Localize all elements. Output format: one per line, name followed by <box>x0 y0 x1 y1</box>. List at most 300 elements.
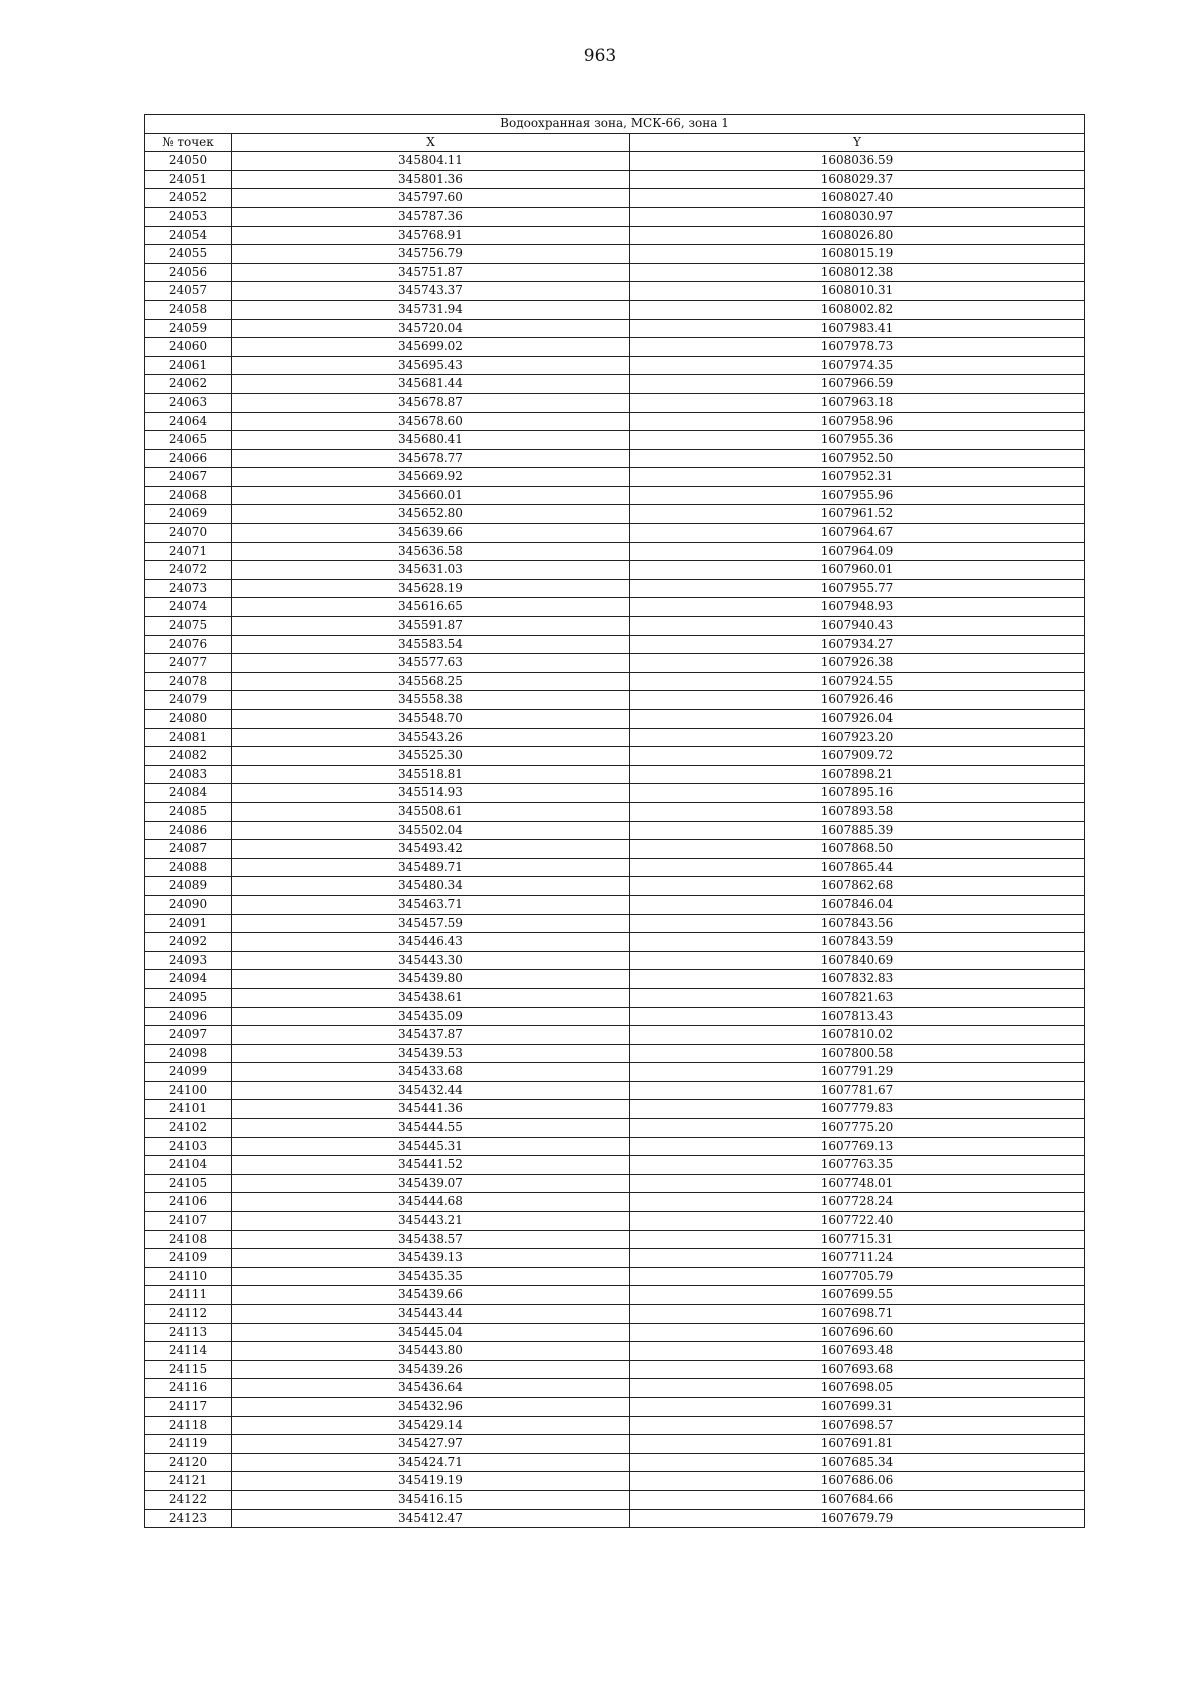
y-coordinate-cell: 1607961.52 <box>630 505 1085 524</box>
y-coordinate-cell: 1607955.96 <box>630 486 1085 505</box>
y-coordinate-cell: 1607711.24 <box>630 1249 1085 1268</box>
point-number-cell: 24070 <box>145 524 232 543</box>
point-number-cell: 24086 <box>145 821 232 840</box>
x-coordinate-cell: 345577.63 <box>232 654 630 673</box>
column-header-x: X <box>232 133 630 152</box>
point-number-cell: 24122 <box>145 1490 232 1509</box>
x-coordinate-cell: 345446.43 <box>232 933 630 952</box>
y-coordinate-cell: 1607813.43 <box>630 1007 1085 1026</box>
point-number-cell: 24087 <box>145 840 232 859</box>
y-coordinate-cell: 1608030.97 <box>630 207 1085 226</box>
column-header-point-number: № точек <box>145 133 232 152</box>
x-coordinate-cell: 345445.31 <box>232 1137 630 1156</box>
y-coordinate-cell: 1607940.43 <box>630 617 1085 636</box>
point-number-cell: 24076 <box>145 635 232 654</box>
table-row <box>145 542 1085 561</box>
x-coordinate-cell: 345681.44 <box>232 375 630 394</box>
y-coordinate-cell: 1607966.59 <box>630 375 1085 394</box>
table-header-row <box>145 133 1085 152</box>
x-coordinate-cell: 345489.71 <box>232 858 630 877</box>
point-number-cell: 24089 <box>145 877 232 896</box>
y-coordinate-cell: 1607846.04 <box>630 895 1085 914</box>
page-number: 963 <box>583 46 617 66</box>
point-number-cell: 24078 <box>145 672 232 691</box>
x-coordinate-cell: 345444.68 <box>232 1193 630 1212</box>
x-coordinate-cell: 345439.13 <box>232 1249 630 1268</box>
point-number-cell: 24051 <box>145 170 232 189</box>
table-row <box>145 1435 1085 1454</box>
x-coordinate-cell: 345669.92 <box>232 468 630 487</box>
point-number-cell: 24108 <box>145 1230 232 1249</box>
table-row <box>145 635 1085 654</box>
x-coordinate-cell: 345568.25 <box>232 672 630 691</box>
x-coordinate-cell: 345797.60 <box>232 189 630 208</box>
point-number-cell: 24060 <box>145 338 232 357</box>
y-coordinate-cell: 1607832.83 <box>630 970 1085 989</box>
table-row <box>145 1249 1085 1268</box>
y-coordinate-cell: 1607926.46 <box>630 691 1085 710</box>
point-number-cell: 24055 <box>145 245 232 264</box>
y-coordinate-cell: 1607699.55 <box>630 1286 1085 1305</box>
table-row <box>145 747 1085 766</box>
table-row <box>145 914 1085 933</box>
table-row <box>145 840 1085 859</box>
x-coordinate-cell: 345436.64 <box>232 1379 630 1398</box>
point-number-cell: 24094 <box>145 970 232 989</box>
point-number-cell: 24119 <box>145 1435 232 1454</box>
table-row <box>145 784 1085 803</box>
x-coordinate-cell: 345441.36 <box>232 1100 630 1119</box>
x-coordinate-cell: 345438.61 <box>232 988 630 1007</box>
table-row <box>145 1119 1085 1138</box>
table-row <box>145 691 1085 710</box>
y-coordinate-cell: 1607685.34 <box>630 1453 1085 1472</box>
x-coordinate-cell: 345438.57 <box>232 1230 630 1249</box>
point-number-cell: 24072 <box>145 561 232 580</box>
y-coordinate-cell: 1607934.27 <box>630 635 1085 654</box>
table-row <box>145 858 1085 877</box>
x-coordinate-cell: 345583.54 <box>232 635 630 654</box>
point-number-cell: 24084 <box>145 784 232 803</box>
table-row <box>145 951 1085 970</box>
table-row <box>145 486 1085 505</box>
x-coordinate-cell: 345439.53 <box>232 1044 630 1063</box>
x-coordinate-cell: 345514.93 <box>232 784 630 803</box>
y-coordinate-cell: 1607810.02 <box>630 1026 1085 1045</box>
x-coordinate-cell: 345652.80 <box>232 505 630 524</box>
table-row <box>145 1286 1085 1305</box>
x-coordinate-cell: 345720.04 <box>232 319 630 338</box>
point-number-cell: 24058 <box>145 300 232 319</box>
x-coordinate-cell: 345432.96 <box>232 1397 630 1416</box>
table-row <box>145 988 1085 1007</box>
x-coordinate-cell: 345445.04 <box>232 1323 630 1342</box>
point-number-cell: 24053 <box>145 207 232 226</box>
x-coordinate-cell: 345804.11 <box>232 152 630 171</box>
table-row <box>145 1193 1085 1212</box>
point-number-cell: 24103 <box>145 1137 232 1156</box>
table-row <box>145 1137 1085 1156</box>
x-coordinate-cell: 345463.71 <box>232 895 630 914</box>
y-coordinate-cell: 1607821.63 <box>630 988 1085 1007</box>
table-row <box>145 1453 1085 1472</box>
point-number-cell: 24077 <box>145 654 232 673</box>
x-coordinate-cell: 345439.07 <box>232 1174 630 1193</box>
y-coordinate-cell: 1607963.18 <box>630 393 1085 412</box>
point-number-cell: 24050 <box>145 152 232 171</box>
x-coordinate-cell: 345756.79 <box>232 245 630 264</box>
table-row <box>145 579 1085 598</box>
x-coordinate-cell: 345768.91 <box>232 226 630 245</box>
table-row <box>145 1267 1085 1286</box>
point-number-cell: 24096 <box>145 1007 232 1026</box>
table-row <box>145 412 1085 431</box>
table-row <box>145 1416 1085 1435</box>
y-coordinate-cell: 1608027.40 <box>630 189 1085 208</box>
point-number-cell: 24080 <box>145 710 232 729</box>
x-coordinate-cell: 345743.37 <box>232 282 630 301</box>
point-number-cell: 24052 <box>145 189 232 208</box>
table-row <box>145 617 1085 636</box>
y-coordinate-cell: 1607775.20 <box>630 1119 1085 1138</box>
table-row <box>145 1063 1085 1082</box>
table-row <box>145 561 1085 580</box>
table-row <box>145 1044 1085 1063</box>
y-coordinate-cell: 1607763.35 <box>630 1156 1085 1175</box>
x-coordinate-cell: 345480.34 <box>232 877 630 896</box>
table-row <box>145 1360 1085 1379</box>
table-row <box>145 1379 1085 1398</box>
table-row <box>145 1156 1085 1175</box>
point-number-cell: 24118 <box>145 1416 232 1435</box>
x-coordinate-cell: 345412.47 <box>232 1509 630 1528</box>
y-coordinate-cell: 1607926.38 <box>630 654 1085 673</box>
x-coordinate-cell: 345751.87 <box>232 263 630 282</box>
y-coordinate-cell: 1607926.04 <box>630 710 1085 729</box>
y-coordinate-cell: 1608029.37 <box>630 170 1085 189</box>
table-row <box>145 1174 1085 1193</box>
y-coordinate-cell: 1607964.67 <box>630 524 1085 543</box>
table-row <box>145 1342 1085 1361</box>
point-number-cell: 24097 <box>145 1026 232 1045</box>
point-number-cell: 24057 <box>145 282 232 301</box>
point-number-cell: 24083 <box>145 765 232 784</box>
x-coordinate-cell: 345424.71 <box>232 1453 630 1472</box>
table-row <box>145 1007 1085 1026</box>
x-coordinate-cell: 345437.87 <box>232 1026 630 1045</box>
x-coordinate-cell: 345502.04 <box>232 821 630 840</box>
y-coordinate-cell: 1607978.73 <box>630 338 1085 357</box>
point-number-cell: 24056 <box>145 263 232 282</box>
x-coordinate-cell: 345518.81 <box>232 765 630 784</box>
point-number-cell: 24105 <box>145 1174 232 1193</box>
table-row <box>145 1397 1085 1416</box>
table-row <box>145 393 1085 412</box>
y-coordinate-cell: 1608012.38 <box>630 263 1085 282</box>
y-coordinate-cell: 1607698.05 <box>630 1379 1085 1398</box>
y-coordinate-cell: 1607699.31 <box>630 1397 1085 1416</box>
point-number-cell: 24099 <box>145 1063 232 1082</box>
y-coordinate-cell: 1607748.01 <box>630 1174 1085 1193</box>
table-row <box>145 1490 1085 1509</box>
point-number-cell: 24075 <box>145 617 232 636</box>
x-coordinate-cell: 345591.87 <box>232 617 630 636</box>
y-coordinate-cell: 1607952.50 <box>630 449 1085 468</box>
table-row <box>145 449 1085 468</box>
table-row <box>145 282 1085 301</box>
table-row <box>145 356 1085 375</box>
table-row <box>145 1100 1085 1119</box>
y-coordinate-cell: 1607698.57 <box>630 1416 1085 1435</box>
point-number-cell: 24063 <box>145 393 232 412</box>
table-row <box>145 1026 1085 1045</box>
point-number-cell: 24067 <box>145 468 232 487</box>
y-coordinate-cell: 1607686.06 <box>630 1472 1085 1491</box>
y-coordinate-cell: 1607693.48 <box>630 1342 1085 1361</box>
point-number-cell: 24102 <box>145 1119 232 1138</box>
x-coordinate-cell: 345699.02 <box>232 338 630 357</box>
y-coordinate-cell: 1607769.13 <box>630 1137 1085 1156</box>
x-coordinate-cell: 345525.30 <box>232 747 630 766</box>
point-number-cell: 24120 <box>145 1453 232 1472</box>
y-coordinate-cell: 1608036.59 <box>630 152 1085 171</box>
table-row <box>145 1323 1085 1342</box>
x-coordinate-cell: 345435.35 <box>232 1267 630 1286</box>
point-number-cell: 24093 <box>145 951 232 970</box>
table-row <box>145 226 1085 245</box>
x-coordinate-cell: 345427.97 <box>232 1435 630 1454</box>
table-row <box>145 821 1085 840</box>
y-coordinate-cell: 1607693.68 <box>630 1360 1085 1379</box>
point-number-cell: 24100 <box>145 1081 232 1100</box>
y-coordinate-cell: 1607923.20 <box>630 728 1085 747</box>
table-row <box>145 1230 1085 1249</box>
x-coordinate-cell: 345731.94 <box>232 300 630 319</box>
table-row <box>145 728 1085 747</box>
table-row <box>145 468 1085 487</box>
table-row <box>145 152 1085 171</box>
x-coordinate-cell: 345444.55 <box>232 1119 630 1138</box>
y-coordinate-cell: 1607960.01 <box>630 561 1085 580</box>
y-coordinate-cell: 1607684.66 <box>630 1490 1085 1509</box>
point-number-cell: 24113 <box>145 1323 232 1342</box>
table-title: Водоохранная зона, МСК-66, зона 1 <box>145 115 1085 134</box>
y-coordinate-cell: 1607791.29 <box>630 1063 1085 1082</box>
x-coordinate-cell: 345441.52 <box>232 1156 630 1175</box>
table-row <box>145 672 1085 691</box>
point-number-cell: 24082 <box>145 747 232 766</box>
x-coordinate-cell: 345543.26 <box>232 728 630 747</box>
y-coordinate-cell: 1607800.58 <box>630 1044 1085 1063</box>
x-coordinate-cell: 345631.03 <box>232 561 630 580</box>
y-coordinate-cell: 1608010.31 <box>630 282 1085 301</box>
x-coordinate-cell: 345432.44 <box>232 1081 630 1100</box>
x-coordinate-cell: 345801.36 <box>232 170 630 189</box>
table-row <box>145 300 1085 319</box>
y-coordinate-cell: 1607909.72 <box>630 747 1085 766</box>
y-coordinate-cell: 1607691.81 <box>630 1435 1085 1454</box>
x-coordinate-cell: 345660.01 <box>232 486 630 505</box>
y-coordinate-cell: 1607868.50 <box>630 840 1085 859</box>
point-number-cell: 24121 <box>145 1472 232 1491</box>
x-coordinate-cell: 345439.26 <box>232 1360 630 1379</box>
y-coordinate-cell: 1607983.41 <box>630 319 1085 338</box>
x-coordinate-cell: 345787.36 <box>232 207 630 226</box>
x-coordinate-cell: 345680.41 <box>232 431 630 450</box>
y-coordinate-cell: 1607779.83 <box>630 1100 1085 1119</box>
y-coordinate-cell: 1607958.96 <box>630 412 1085 431</box>
point-number-cell: 24110 <box>145 1267 232 1286</box>
x-coordinate-cell: 345678.87 <box>232 393 630 412</box>
point-number-cell: 24069 <box>145 505 232 524</box>
table-row <box>145 263 1085 282</box>
y-coordinate-cell: 1607964.09 <box>630 542 1085 561</box>
y-coordinate-cell: 1607781.67 <box>630 1081 1085 1100</box>
x-coordinate-cell: 345416.15 <box>232 1490 630 1509</box>
table-row <box>145 170 1085 189</box>
y-coordinate-cell: 1607948.93 <box>630 598 1085 617</box>
point-number-cell: 24114 <box>145 1342 232 1361</box>
point-number-cell: 24061 <box>145 356 232 375</box>
column-header-y: Y <box>630 133 1085 152</box>
point-number-cell: 24109 <box>145 1249 232 1268</box>
y-coordinate-cell: 1607679.79 <box>630 1509 1085 1528</box>
point-number-cell: 24116 <box>145 1379 232 1398</box>
table-row <box>145 189 1085 208</box>
point-number-cell: 24111 <box>145 1286 232 1305</box>
x-coordinate-cell: 345435.09 <box>232 1007 630 1026</box>
table-row <box>145 710 1085 729</box>
point-number-cell: 24123 <box>145 1509 232 1528</box>
y-coordinate-cell: 1607843.59 <box>630 933 1085 952</box>
y-coordinate-cell: 1607862.68 <box>630 877 1085 896</box>
x-coordinate-cell: 345508.61 <box>232 802 630 821</box>
point-number-cell: 24085 <box>145 802 232 821</box>
y-coordinate-cell: 1607865.44 <box>630 858 1085 877</box>
point-number-cell: 24068 <box>145 486 232 505</box>
y-coordinate-cell: 1607705.79 <box>630 1267 1085 1286</box>
table-row <box>145 654 1085 673</box>
y-coordinate-cell: 1607722.40 <box>630 1212 1085 1231</box>
y-coordinate-cell: 1607696.60 <box>630 1323 1085 1342</box>
x-coordinate-cell: 345558.38 <box>232 691 630 710</box>
x-coordinate-cell: 345639.66 <box>232 524 630 543</box>
x-coordinate-cell: 345443.80 <box>232 1342 630 1361</box>
table-row <box>145 431 1085 450</box>
point-number-cell: 24065 <box>145 431 232 450</box>
point-number-cell: 24088 <box>145 858 232 877</box>
table-row <box>145 933 1085 952</box>
y-coordinate-cell: 1608026.80 <box>630 226 1085 245</box>
x-coordinate-cell: 345439.80 <box>232 970 630 989</box>
table-row <box>145 802 1085 821</box>
table-row <box>145 505 1085 524</box>
table-row <box>145 598 1085 617</box>
y-coordinate-cell: 1607698.71 <box>630 1305 1085 1324</box>
table-row <box>145 1472 1085 1491</box>
point-number-cell: 24092 <box>145 933 232 952</box>
point-number-cell: 24066 <box>145 449 232 468</box>
y-coordinate-cell: 1608015.19 <box>630 245 1085 264</box>
x-coordinate-cell: 345636.58 <box>232 542 630 561</box>
y-coordinate-cell: 1607843.56 <box>630 914 1085 933</box>
y-coordinate-cell: 1607885.39 <box>630 821 1085 840</box>
y-coordinate-cell: 1607955.36 <box>630 431 1085 450</box>
point-number-cell: 24081 <box>145 728 232 747</box>
x-coordinate-cell: 345616.65 <box>232 598 630 617</box>
table-title-row <box>145 115 1085 134</box>
table-row <box>145 970 1085 989</box>
y-coordinate-cell: 1607898.21 <box>630 765 1085 784</box>
point-number-cell: 24074 <box>145 598 232 617</box>
x-coordinate-cell: 345695.43 <box>232 356 630 375</box>
table-row <box>145 1509 1085 1528</box>
point-number-cell: 24090 <box>145 895 232 914</box>
x-coordinate-cell: 345443.30 <box>232 951 630 970</box>
table-row <box>145 1081 1085 1100</box>
x-coordinate-cell: 345429.14 <box>232 1416 630 1435</box>
point-number-cell: 24059 <box>145 319 232 338</box>
point-number-cell: 24079 <box>145 691 232 710</box>
point-number-cell: 24091 <box>145 914 232 933</box>
table-row <box>145 319 1085 338</box>
table-body <box>145 152 1085 1528</box>
x-coordinate-cell: 345493.42 <box>232 840 630 859</box>
y-coordinate-cell: 1607974.35 <box>630 356 1085 375</box>
point-number-cell: 24062 <box>145 375 232 394</box>
point-number-cell: 24098 <box>145 1044 232 1063</box>
x-coordinate-cell: 345419.19 <box>232 1472 630 1491</box>
coordinates-table <box>144 114 1085 1528</box>
table-row <box>145 207 1085 226</box>
table-row <box>145 375 1085 394</box>
point-number-cell: 24071 <box>145 542 232 561</box>
table-row <box>145 245 1085 264</box>
y-coordinate-cell: 1607895.16 <box>630 784 1085 803</box>
x-coordinate-cell: 345678.60 <box>232 412 630 431</box>
point-number-cell: 24054 <box>145 226 232 245</box>
table-row <box>145 1305 1085 1324</box>
table-row <box>145 877 1085 896</box>
y-coordinate-cell: 1607924.55 <box>630 672 1085 691</box>
y-coordinate-cell: 1607952.31 <box>630 468 1085 487</box>
x-coordinate-cell: 345678.77 <box>232 449 630 468</box>
table-row <box>145 765 1085 784</box>
x-coordinate-cell: 345457.59 <box>232 914 630 933</box>
y-coordinate-cell: 1607840.69 <box>630 951 1085 970</box>
x-coordinate-cell: 345548.70 <box>232 710 630 729</box>
x-coordinate-cell: 345439.66 <box>232 1286 630 1305</box>
x-coordinate-cell: 345628.19 <box>232 579 630 598</box>
y-coordinate-cell: 1607955.77 <box>630 579 1085 598</box>
table-row <box>145 524 1085 543</box>
y-coordinate-cell: 1607715.31 <box>630 1230 1085 1249</box>
point-number-cell: 24064 <box>145 412 232 431</box>
point-number-cell: 24107 <box>145 1212 232 1231</box>
point-number-cell: 24115 <box>145 1360 232 1379</box>
table-row <box>145 1212 1085 1231</box>
point-number-cell: 24073 <box>145 579 232 598</box>
x-coordinate-cell: 345443.44 <box>232 1305 630 1324</box>
y-coordinate-cell: 1607893.58 <box>630 802 1085 821</box>
x-coordinate-cell: 345443.21 <box>232 1212 630 1231</box>
x-coordinate-cell: 345433.68 <box>232 1063 630 1082</box>
point-number-cell: 24095 <box>145 988 232 1007</box>
point-number-cell: 24104 <box>145 1156 232 1175</box>
table-row <box>145 338 1085 357</box>
point-number-cell: 24117 <box>145 1397 232 1416</box>
y-coordinate-cell: 1607728.24 <box>630 1193 1085 1212</box>
